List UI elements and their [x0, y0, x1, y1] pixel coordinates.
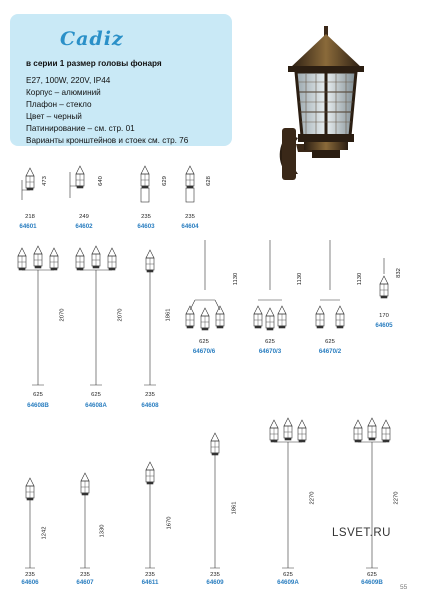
code-64601: 64601: [19, 223, 37, 230]
code-64605: 64605: [375, 322, 393, 329]
code-64607: 64607: [76, 579, 94, 586]
height-64611: 1670: [166, 516, 173, 530]
height-64670-2: 1130: [357, 272, 364, 286]
width-64601: 218: [25, 214, 35, 220]
width-64609: 235: [210, 572, 220, 578]
series-title: Cadiz: [60, 28, 124, 50]
width-64670-6: 625: [199, 339, 209, 345]
width-64607: 235: [80, 572, 90, 578]
height-64608A: 2070: [117, 308, 124, 322]
width-64670-3: 625: [265, 339, 275, 345]
spec-patina: Патинирование – см. стр. 01: [26, 124, 135, 133]
height-64670-3: 1130: [297, 272, 304, 286]
height-64609B: 2270: [393, 491, 400, 505]
spec-electrical: E27, 100W, 220V, IP44: [26, 76, 111, 85]
width-64608B: 625: [33, 392, 43, 398]
height-64670-6: 1130: [233, 272, 240, 286]
code-64609A: 64609A: [277, 579, 299, 586]
height-64607: 1330: [99, 524, 106, 538]
width-64670-2: 625: [325, 339, 335, 345]
spec-body: Корпус – алюминий: [26, 88, 101, 97]
site-watermark: LSVET.RU: [332, 527, 391, 539]
code-64608B: 64608B: [27, 402, 49, 409]
code-64609: 64609: [206, 579, 224, 586]
width-64606: 235: [25, 572, 35, 578]
code-64670-2: 64670/2: [318, 348, 342, 355]
spec-brackets: Варианты кронштейнов и стоек см. стр. 76: [26, 136, 189, 145]
width-64603: 235: [141, 214, 151, 220]
height-64608: 1861: [165, 308, 172, 322]
height-64602: 640: [97, 176, 104, 186]
code-64670-3: 64670/3: [258, 348, 282, 355]
height-64603: 629: [161, 176, 168, 186]
height-64601: 473: [41, 176, 48, 186]
code-64608A: 64608A: [85, 402, 107, 409]
height-64608B: 2070: [59, 308, 66, 322]
width-64608: 235: [145, 392, 155, 398]
height-64609: 1861: [231, 501, 238, 515]
spec-color: Цвет – черный: [26, 112, 82, 121]
width-64604: 235: [185, 214, 195, 220]
code-64604: 64604: [181, 223, 199, 230]
width-64605: 170: [379, 313, 389, 319]
code-64606: 64606: [21, 579, 39, 586]
code-64603: 64603: [137, 223, 155, 230]
height-64604: 628: [205, 176, 212, 186]
code-64670-6: 64670/6: [192, 348, 216, 355]
width-64608A: 625: [91, 392, 101, 398]
height-64605: 832: [395, 268, 402, 278]
height-64609A: 2270: [309, 491, 316, 505]
width-64602: 249: [79, 214, 89, 220]
code-64608: 64608: [141, 402, 159, 409]
series-description: в серии 1 размер головы фонаря: [26, 59, 162, 68]
width-64609A: 625: [283, 572, 293, 578]
code-64611: 64611: [141, 579, 159, 586]
code-64602: 64602: [75, 223, 93, 230]
spec-shade: Плафон – стекло: [26, 100, 92, 109]
width-64609B: 625: [367, 572, 377, 578]
page-number: 55: [400, 584, 408, 591]
height-64606: 1242: [41, 526, 48, 540]
width-64611: 235: [145, 572, 155, 578]
code-64609B: 64609B: [361, 579, 383, 586]
